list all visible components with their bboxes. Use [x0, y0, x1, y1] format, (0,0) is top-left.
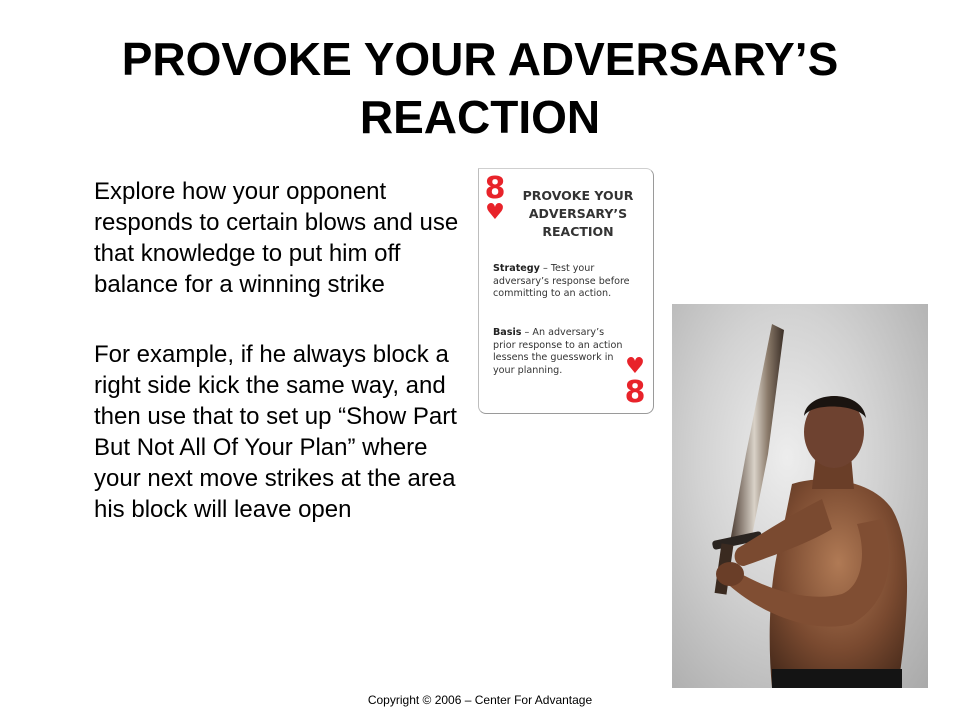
- strategy-card: [478, 168, 654, 414]
- card-title-line-2: ADVERSARY’S: [528, 206, 628, 221]
- heart-icon: ♥: [485, 200, 505, 225]
- heart-icon: ♥: [625, 354, 645, 379]
- martial-artist-photo: [672, 304, 928, 688]
- card-strategy-label: Strategy: [493, 263, 540, 274]
- card-rank-bottom: 8: [624, 375, 646, 410]
- card-strategy: [493, 263, 645, 301]
- sword-blade: [730, 324, 784, 542]
- card-pip-bottom: [623, 354, 647, 410]
- copyright-footer: Copyright © 2006 – Center For Advantage: [367, 693, 593, 707]
- card-basis-text: – An adversary’s prior response to an action lessens the guesswork in your planning.: [493, 327, 623, 376]
- martial-artist-illustration: [672, 304, 928, 688]
- card-pip-top: [483, 171, 507, 225]
- card-title: [505, 187, 651, 241]
- title-line-1: PROVOKE YOUR ADVERSARY’S: [121, 33, 839, 85]
- card-title-line-1: PROVOKE YOUR: [522, 188, 634, 203]
- card-title-line-3: REACTION: [542, 224, 614, 239]
- slide-title: [40, 30, 920, 146]
- black-shorts: [772, 669, 902, 688]
- paragraph-example: For example, if he always block a right side kick the same way, and then use that to set up “Show Part But Not All Of Your Plan” where your next move strikes at the area his block will leave open: [94, 341, 457, 523]
- card-basis-label: Basis: [493, 327, 522, 338]
- paragraph-explore: Explore how your opponent responds to certain blows and use that knowledge to put him off balance for a winning strike: [94, 178, 459, 298]
- card-rank-top: 8: [484, 171, 506, 206]
- torso: [770, 479, 907, 688]
- title-line-2: REACTION: [359, 91, 601, 143]
- body-text: [94, 176, 469, 564]
- card-basis: [493, 327, 627, 377]
- card-strategy-text: – Test your adversary’s response before committing to an action.: [493, 263, 630, 299]
